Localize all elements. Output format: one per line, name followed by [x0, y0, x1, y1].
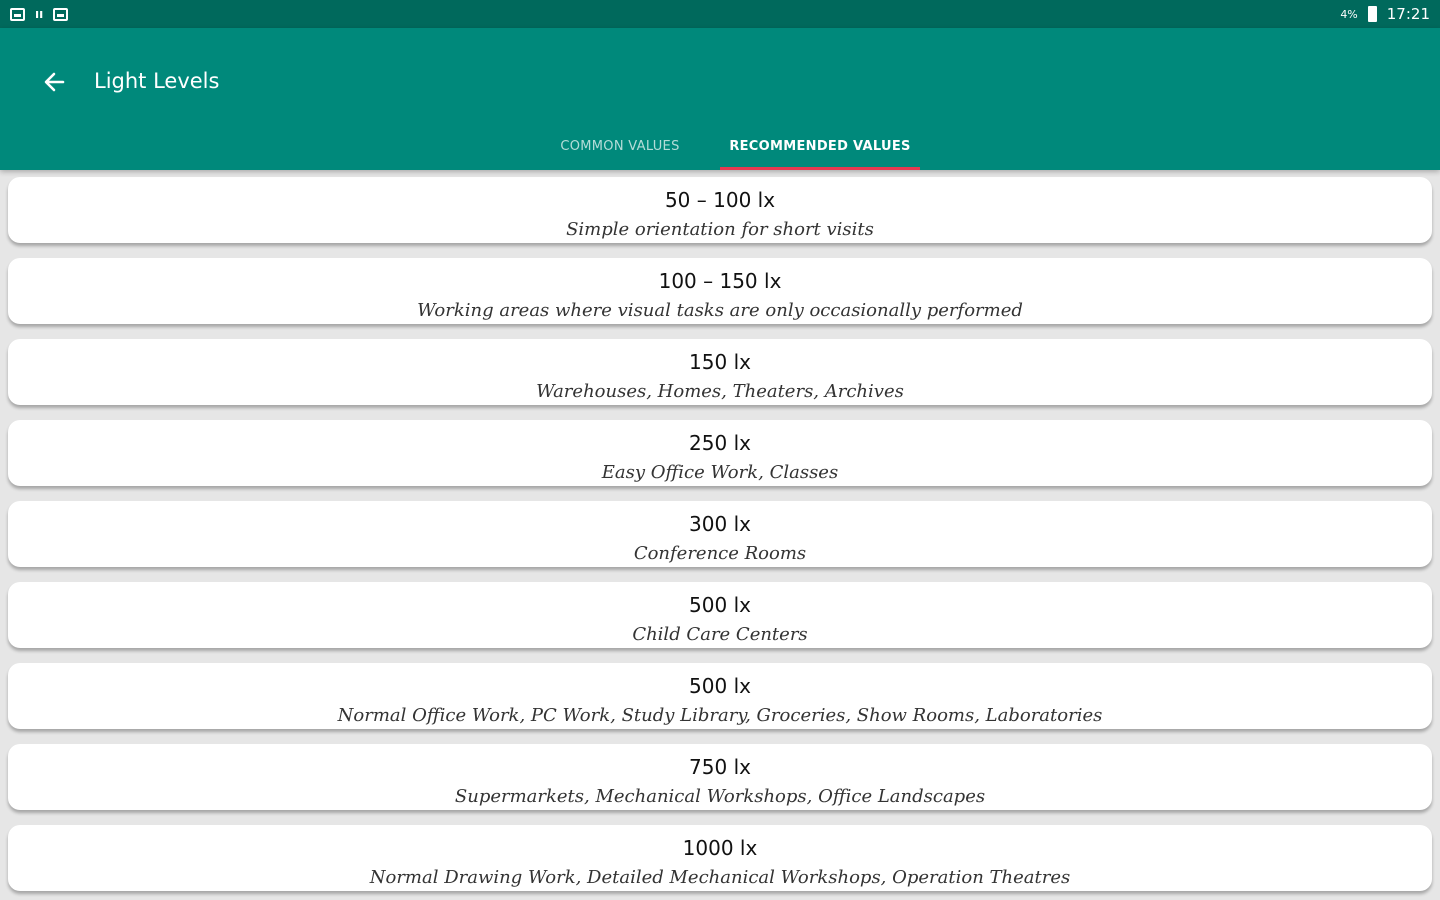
tab-label: RECOMMENDED VALUES — [729, 138, 911, 154]
notification-icon: ıı — [35, 6, 44, 21]
list-item[interactable] — [8, 177, 1432, 243]
lux-value: 50 – 100 lx — [664, 188, 776, 212]
list-item[interactable] — [8, 582, 1432, 648]
lux-description: Child Care Centers — [632, 624, 808, 645]
lux-description: Working areas where visual tasks are only occasionally performed — [417, 300, 1023, 321]
lux-value: 300 lx — [689, 512, 751, 536]
recommended-values-list[interactable] — [0, 170, 1440, 900]
app-bar — [0, 28, 1440, 170]
lux-description: Warehouses, Homes, Theaters, Archives — [536, 381, 904, 402]
lux-value: 1000 lx — [682, 836, 758, 860]
tab-bar — [520, 124, 920, 170]
battery-icon — [1368, 6, 1377, 22]
list-item[interactable] — [8, 258, 1432, 324]
lux-description: Supermarkets, Mechanical Workshops, Office Landscapes — [454, 786, 986, 807]
lux-description: Normal Office Work, PC Work, Study Library, Groceries, Show Rooms, Laboratories — [337, 705, 1103, 726]
status-time: 17:21 — [1386, 5, 1430, 23]
back-button[interactable] — [30, 64, 78, 100]
list-item[interactable] — [8, 501, 1432, 567]
page-title: Light Levels — [94, 69, 220, 93]
list-item[interactable] — [8, 744, 1432, 810]
lux-description: Conference Rooms — [633, 543, 807, 564]
mail-icon — [53, 8, 68, 21]
lux-description: Normal Drawing Work, Detailed Mechanical Workshops, Operation Theatres — [369, 867, 1071, 888]
lux-value: 500 lx — [689, 593, 751, 617]
list-item[interactable] — [8, 663, 1432, 729]
lux-description: Simple orientation for short visits — [566, 219, 874, 240]
list-item[interactable] — [8, 339, 1432, 405]
lux-value: 250 lx — [689, 431, 751, 455]
arrow-back-icon — [43, 71, 65, 93]
tab-common-values[interactable] — [520, 124, 720, 170]
gallery-icon — [10, 8, 25, 21]
lux-value: 750 lx — [689, 755, 751, 779]
list-item[interactable] — [8, 825, 1432, 891]
status-bar-left — [10, 7, 68, 22]
list-item[interactable] — [8, 420, 1432, 486]
status-bar-right — [1340, 5, 1430, 23]
lux-value: 100 – 150 lx — [658, 269, 782, 293]
tab-label: COMMON VALUES — [560, 138, 680, 154]
lux-value: 500 lx — [689, 674, 751, 698]
lux-value: 150 lx — [689, 350, 751, 374]
battery-percent: 4% — [1340, 7, 1358, 21]
status-bar — [0, 0, 1440, 28]
tab-recommended-values[interactable] — [720, 124, 920, 170]
lux-description: Easy Office Work, Classes — [601, 462, 839, 483]
